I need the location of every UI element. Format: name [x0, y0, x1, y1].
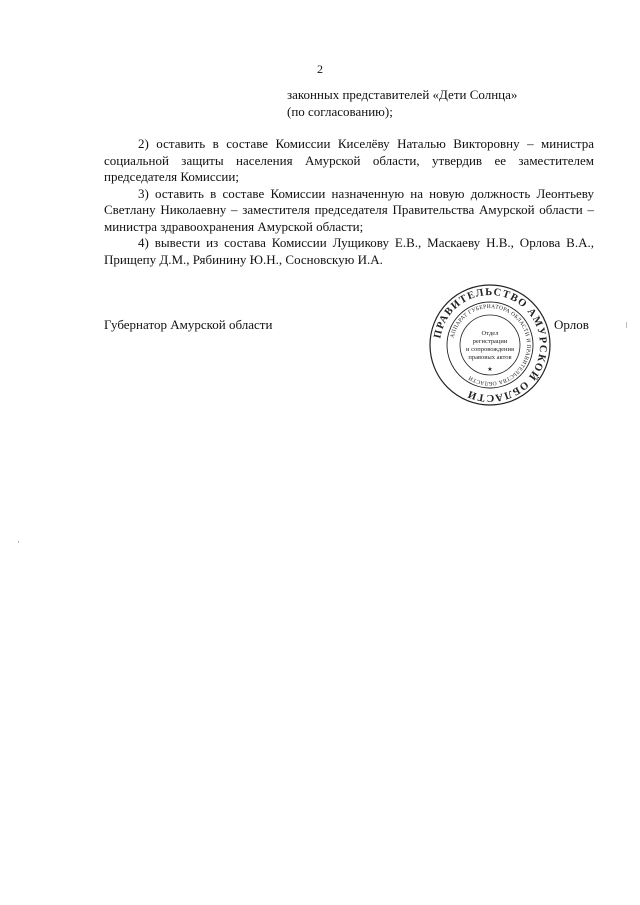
item-2: 2) оставить в составе Комиссии Киселёву Наталью Викторовну – министра социальной защиты населения Амурской области, утвердив ее заместителем председателя Комиссии;: [104, 136, 594, 184]
seal-center-line: Отдел: [481, 330, 499, 337]
margin-mark: [18, 541, 19, 543]
item-3: 3) оставить в составе Комиссии назначенную на новую должность Леонтьеву Светлану Николаевну – заместителя председателя Правительства Амурской области – министра здравоохранения Амурской области;: [104, 185, 594, 234]
seal-outer-text: ПРАВИТЕЛЬСТВО АМУРСКОЙ ОБЛАСТИ: [432, 286, 549, 404]
item-4: 4) вывести из состава Комиссии Лущикову Е.В., Маскаеву Н.В., Орлова В.А., Прищепу Д.М., Рябинину Ю.Н., Сосновскую И.А.: [104, 235, 594, 267]
intro-block: [287, 86, 517, 120]
signatory-position: Губернатор Амурской области: [104, 317, 273, 332]
margin-mark: [626, 322, 627, 328]
signatory-name: Орлов: [554, 317, 589, 332]
seal-star-icon: ★: [487, 366, 493, 373]
official-seal: [428, 283, 552, 407]
intro-line: законных представителей «Дети Солнца»: [287, 87, 518, 102]
seal-inner-text: АППАРАТ ГУБЕРНАТОРА ОБЛАСТИ И ПРАВИТЕЛЬСТВА ОБЛАСТИ: [449, 303, 532, 387]
items-block: [104, 136, 594, 268]
seal-center-line: и сопровождения: [466, 346, 514, 353]
seal-center-line: правовых актов: [468, 354, 512, 361]
seal-center-line: регистрации: [472, 338, 508, 345]
seal-outer-ring: [430, 285, 550, 405]
page-number: 2: [317, 62, 323, 76]
intro-line: (по согласованию);: [287, 104, 393, 119]
